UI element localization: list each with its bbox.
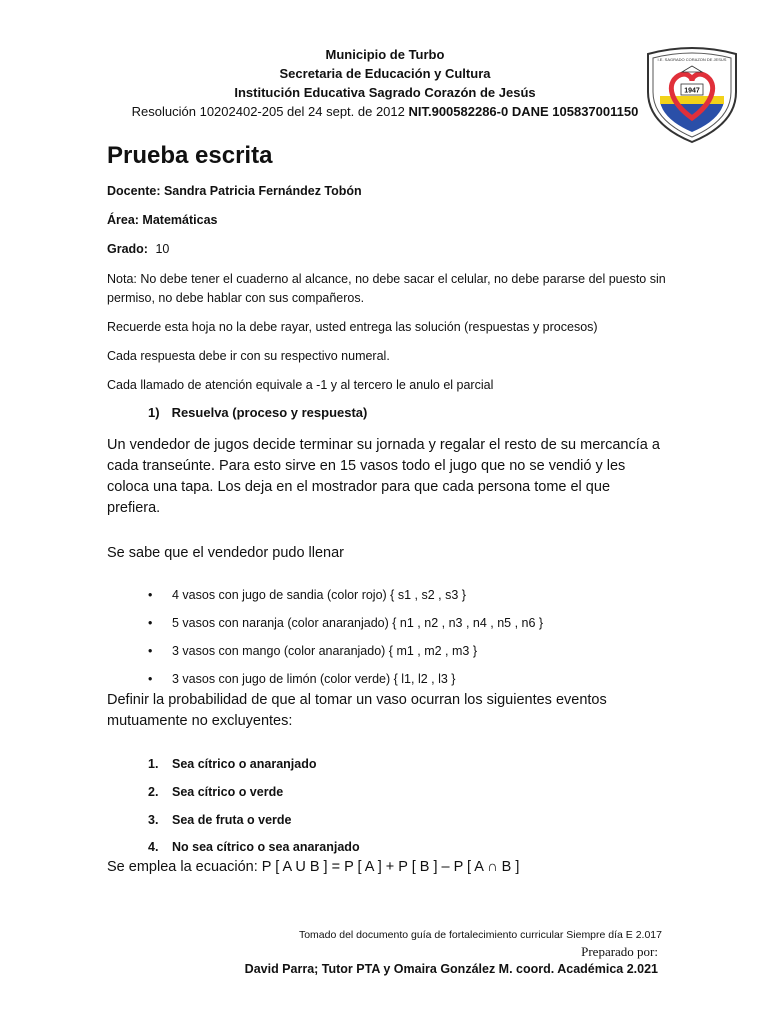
header-municipality: Municipio de Turbo [325, 47, 445, 62]
bullet-icon: • [148, 672, 153, 686]
bullet-icon: • [148, 644, 153, 658]
list-item [148, 757, 317, 771]
list-item [148, 616, 543, 630]
logo-year: 1947 [684, 87, 700, 95]
bullet-icon: • [148, 588, 153, 602]
list-item [148, 672, 455, 686]
header-secretariat: Secretaria de Educación y Cultura [279, 66, 491, 81]
footer-prepared-by: Preparado por: [581, 944, 658, 959]
event-number: 2. [148, 785, 159, 799]
footer-source: Tomado del documento guía de fortalecimiento curricular Siempre día E 2.017 [298, 929, 662, 941]
school-shield-logo [640, 44, 744, 144]
list-item-text: 3 vasos con jugo de limón (color verde) { l1, l2 , l3 } [172, 672, 456, 686]
logo-ring-text: I.E. SAGRADO CORAZON DE JESUS [657, 57, 727, 62]
grade-label: Grado: [107, 242, 148, 256]
header-institution: Institución Educativa Sagrado Corazón de Jesús [234, 85, 536, 100]
grade-value: 10 [155, 242, 170, 256]
event-text: Sea de fruta o verde [172, 813, 292, 827]
header-nit-dane: NIT.900582286-0 DANE 105837001150 [408, 104, 639, 119]
list-item-text: 4 vasos con jugo de sandia (color rojo) { s1 , s2 , s3 } [172, 588, 466, 602]
problem-intro: Se sabe que el vendedor pudo llenar [107, 545, 345, 561]
reminder-line: Recuerde esta hoja no la debe rayar, usted entrega las solución (respuestas y procesos) [107, 320, 598, 334]
event-number: 4. [148, 840, 159, 854]
probability-equation: Se emplea la ecuación: P [ A U B ] = P [ A ] + P [ B ] – P [ A ∩ B ] [107, 859, 520, 875]
define-instruction: Definir la probabilidad de que al tomar un vaso ocurran los siguientes eventos mutuamente no excluyentes: [107, 692, 607, 729]
list-item-text: 3 vasos con mango (color anaranjado) { m1 , m2 , m3 } [172, 644, 478, 658]
header-resolution [60, 102, 710, 121]
question-label: Resuelva (proceso y respuesta) [171, 405, 368, 420]
list-item-text: 5 vasos con naranja (color anaranjado) { n1 , n2 , n3 , n4 , n5 , n6 } [172, 616, 544, 630]
event-number: 3. [148, 813, 159, 827]
teacher-line: Docente: Sandra Patricia Fernández Tobón [107, 184, 362, 198]
event-number: 1. [148, 757, 159, 771]
school-header [60, 45, 710, 121]
event-text: Sea cítrico o verde [172, 785, 284, 799]
question-number: 1) [148, 405, 160, 420]
question-heading [148, 405, 367, 420]
event-text: Sea cítrico o anaranjado [172, 757, 317, 771]
page-title: Prueba escrita [107, 142, 273, 169]
list-item [148, 813, 292, 827]
attention-call-line: Cada llamado de atención equivale a -1 y al tercero le anulo el parcial [107, 378, 494, 392]
answer-numbering-line: Cada respuesta debe ir con su respectivo numeral. [107, 349, 390, 363]
bullet-icon: • [148, 616, 153, 630]
footer-authors: David Parra; Tutor PTA y Omaira González M. coord. Académica 2.021 [244, 962, 658, 976]
problem-paragraph: Un vendedor de jugos decide terminar su jornada y regalar el resto de su mercancía a cada transeúnte. Para esto sirve en 15 vasos todo el jugo que no se vendió y les coloca una tapa. Los deja en el mostrador para que cada persona tome el que prefiera. [107, 437, 660, 516]
list-item [148, 588, 466, 602]
event-text: No sea cítrico o sea anaranjado [172, 840, 360, 854]
list-item [148, 644, 477, 658]
note-paragraph: Nota: No debe tener el cuaderno al alcance, no debe sacar el celular, no debe pararse del puesto sin permiso, no debe hablar con sus compañeros. [107, 272, 666, 305]
list-item [148, 785, 283, 799]
header-resolution-text: Resolución 10202402-205 del 24 sept. de 2012 [131, 104, 409, 119]
area-line: Área: Matemáticas [107, 213, 218, 227]
list-item [148, 840, 360, 854]
grade-line [107, 242, 169, 256]
